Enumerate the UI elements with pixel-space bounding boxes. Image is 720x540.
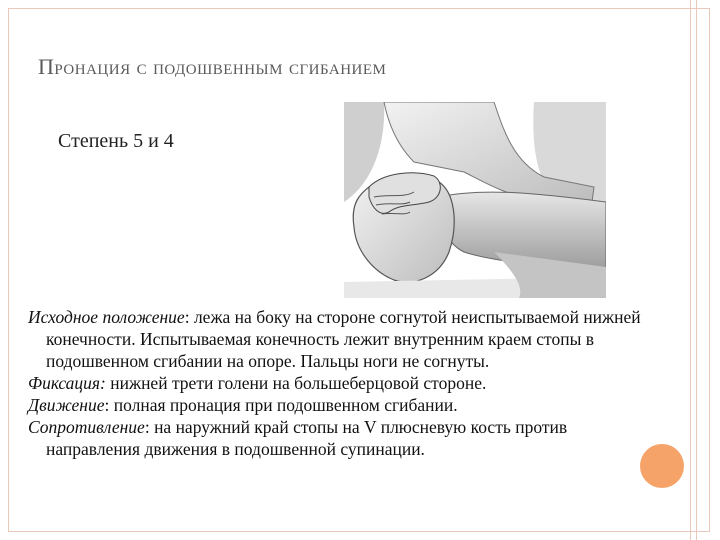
- slide-title: Пронация с подошвенным сгибанием: [38, 54, 387, 79]
- text: полная пронация при подошвенном сгибании.: [109, 395, 458, 415]
- text: нижней трети голени на большеберцовой стороне.: [105, 373, 487, 393]
- label: Фиксация:: [28, 373, 106, 393]
- body-text: [28, 306, 656, 460]
- text: на наружний край стопы на V плюсневую кость против направления движения в подошвенной супинации.: [46, 417, 568, 459]
- frame-rule: [690, 0, 691, 540]
- frame-rule: [696, 0, 697, 540]
- paragraph-resistance: Сопротивление: на наружний край стопы на V плюсневую кость против направления движения в подошвенной супинации.: [28, 417, 568, 459]
- paragraph-movement: Движение: полная пронация при подошвенном сгибании.: [28, 395, 458, 415]
- decorative-circle-icon: [640, 444, 684, 488]
- slide-subtitle: Степень 5 и 4: [58, 130, 174, 152]
- text: лежа на боку на стороне согнутой неиспытываемой нижней конечности. Испытываемая конечность лежит внутренним краем стопы в подошвенном сгибании на опоре. Пальцы ноги не согнуты.: [46, 307, 641, 371]
- paragraph-fixation: [28, 372, 656, 394]
- foot-pronation-photo-icon: [344, 102, 606, 298]
- label: Сопротивление: [28, 417, 145, 437]
- label: Исходное положение: [28, 307, 185, 327]
- label: Движение: [28, 395, 105, 415]
- paragraph-start-position: Исходное положение: лежа на боку на стороне согнутой неиспытываемой нижней конечности. Испытываемая конечность лежит внутренним краем стопы в подошвенном сгибании на опоре. Пальцы ноги не согнуты.: [28, 307, 641, 371]
